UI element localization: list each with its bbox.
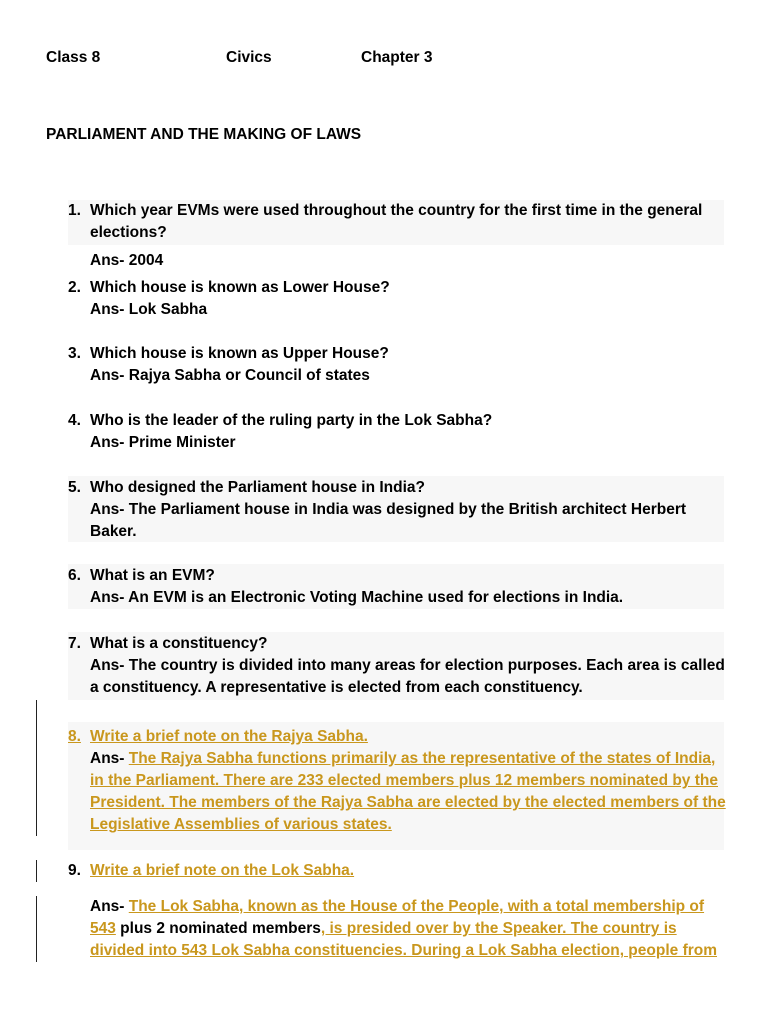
question-item (68, 565, 728, 609)
answer-text: Ans- The country is divided into many areas for election purposes. Each area is called a constituency. A representative is elected from each constituency. (90, 657, 725, 696)
subject-label: Civics (226, 49, 272, 66)
answer-text: Ans- Rajya Sabha or Council of states (90, 367, 370, 384)
question-text: What is an EVM? (90, 567, 215, 584)
answer-prefix: Ans- (90, 750, 129, 767)
answer-text-part2: plus 2 nominated members (115, 920, 321, 937)
chapter-label: Chapter 3 (361, 49, 433, 66)
question-number: 5. (68, 479, 81, 496)
question-text: Who is the leader of the ruling party in the Lok Sabha? (90, 412, 493, 429)
question-number: 8. (68, 728, 81, 745)
question-number: 1. (68, 202, 81, 219)
question-text: Which house is known as Lower House? (90, 279, 390, 296)
answer-text: Ans- Lok Sabha (90, 301, 208, 318)
question-text: Which year EVMs were used throughout the country for the first time in the general elections? (90, 202, 703, 241)
question-number: 9. (68, 862, 81, 879)
question-number: 4. (68, 412, 81, 429)
answer-text: Ans- An EVM is an Electronic Voting Machine used for elections in India. (90, 589, 624, 606)
question-item (68, 860, 728, 962)
question-number: 7. (68, 635, 81, 652)
question-item (68, 277, 728, 321)
answer-text-part1: The Lok Sabha, known as the House of the People, with a total membership of 543 (90, 898, 705, 937)
question-item (68, 477, 728, 543)
document-title: PARLIAMENT AND THE MAKING OF LAWS (46, 126, 362, 143)
question-number: 6. (68, 567, 81, 584)
question-text: Write a brief note on the Rajya Sabha. (90, 728, 368, 745)
answer-text: The Rajya Sabha functions primarily as the representative of the states of India, in the Parliament. There are 233 elected members plus 12 members nominated by the President. The members of the Rajya Sabha are elected by the elected members of the Legislative Assemblies of various states. (90, 750, 726, 833)
question-item (68, 200, 728, 272)
change-bar (36, 700, 37, 836)
answer-text: Ans- Prime Minister (90, 434, 236, 451)
answer-text-part3: , is presided over by the Speaker. The country is divided into 543 Lok Sabha constituencies. During a Lok Sabha election, people from (90, 920, 718, 959)
change-bar (36, 860, 37, 882)
answer-text: Ans- 2004 (90, 252, 164, 269)
answer-text: Ans- The Parliament house in India was designed by the British architect Herbert Baker. (90, 501, 687, 540)
question-item (68, 726, 728, 836)
question-item (68, 343, 728, 387)
change-bar (36, 896, 37, 962)
question-item (68, 410, 728, 454)
question-number: 2. (68, 279, 81, 296)
question-number: 3. (68, 345, 81, 362)
class-label: Class 8 (46, 49, 101, 66)
question-item (68, 633, 728, 699)
question-text: Write a brief note on the Lok Sabha. (90, 862, 355, 879)
question-text: Which house is known as Upper House? (90, 345, 389, 362)
answer-prefix: Ans- (90, 898, 129, 915)
answer-block (90, 896, 728, 962)
question-text: Who designed the Parliament house in India? (90, 479, 426, 496)
answer-block (90, 748, 728, 836)
question-text: What is a constituency? (90, 635, 268, 652)
